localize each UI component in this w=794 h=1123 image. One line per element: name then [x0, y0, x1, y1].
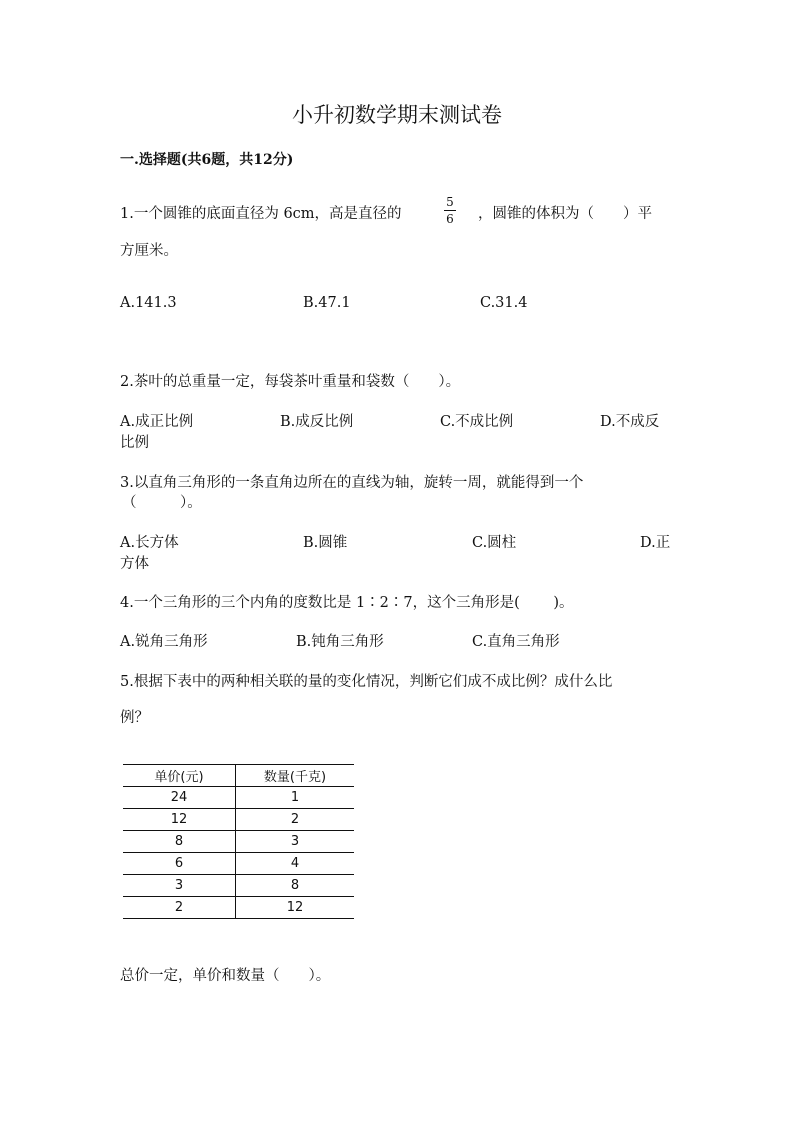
- table-cell: 3: [123, 875, 236, 897]
- question-1-line2: 方厘米。: [120, 243, 178, 259]
- table-cell: 6: [123, 853, 236, 875]
- q4-option-c: C.直角三角形: [472, 634, 560, 650]
- price-quantity-table: [123, 764, 354, 919]
- table-row: [123, 809, 354, 831]
- question-4-text: 4.一个三角形的三个内角的度数比是 1∶2∶7，这个三角形是( )。: [120, 595, 574, 611]
- question-3-text: 3.以直角三角形的一条直角边所在的直线为轴，旋转一周，就能得到一个: [120, 475, 584, 491]
- q3-option-a: A.长方体: [120, 535, 179, 551]
- q2-option-d-wrap: 比例: [120, 435, 149, 451]
- table-cell: 2: [236, 809, 355, 831]
- q1-option-b: B.47.1: [303, 295, 351, 311]
- table-row: [123, 897, 354, 919]
- table-cell: 4: [236, 853, 355, 875]
- question-2-text: 2.茶叶的总重量一定，每袋茶叶重量和袋数（ ）。: [120, 374, 461, 390]
- question-5-text: 5.根据下表中的两种相关联的量的变化情况，判断它们成不成比例？成什么比: [120, 674, 613, 690]
- q3-option-c: C.圆柱: [472, 535, 517, 551]
- table-row: [123, 853, 354, 875]
- table-cell: 1: [236, 787, 355, 809]
- table-row: [123, 831, 354, 853]
- table-header-row: [123, 765, 354, 787]
- table-cell: 12: [236, 897, 355, 919]
- table-cell: 8: [123, 831, 236, 853]
- q4-option-b: B.钝角三角形: [296, 634, 384, 650]
- table-cell: 24: [123, 787, 236, 809]
- q4-option-a: A.锐角三角形: [120, 634, 208, 650]
- table-cell: 3: [236, 831, 355, 853]
- q3-option-d-wrap: 方体: [120, 556, 149, 572]
- question-3-line2: （ ）。: [122, 495, 202, 511]
- table-cell: 12: [123, 809, 236, 831]
- table-header-unit-price: 单价(元): [123, 765, 236, 787]
- table-header-quantity: 数量(千克): [236, 765, 355, 787]
- fraction-five-sixths: [442, 195, 458, 226]
- question-5-answer-prompt: 总价一定，单价和数量（ ）。: [120, 968, 331, 984]
- table-cell: 2: [123, 897, 236, 919]
- q2-option-d: D.不成反: [600, 414, 660, 430]
- page-title: 小升初数学期末测试卷: [292, 103, 502, 127]
- q2-option-b: B.成反比例: [280, 414, 354, 430]
- fraction-denominator: 6: [446, 212, 454, 226]
- q1-option-a: A.141.3: [120, 295, 177, 311]
- fraction-numerator: 5: [446, 195, 454, 209]
- q2-option-a: A.成正比例: [120, 414, 194, 430]
- fraction-bar: [444, 210, 456, 211]
- question-5-line2: 例？: [120, 710, 149, 726]
- question-1-text: 1.一个圆锥的底面直径为 6cm，高是直径的: [120, 206, 402, 222]
- q3-option-d: D.正: [640, 535, 671, 551]
- section-heading: 一.选择题(共6题，共12分): [120, 152, 294, 168]
- q3-option-b: B.圆锥: [303, 535, 348, 551]
- table-row: [123, 875, 354, 897]
- q1-option-c: C.31.4: [480, 295, 528, 311]
- q2-option-c: C.不成比例: [440, 414, 514, 430]
- question-1-text-cont: ，圆锥的体积为（ ）平: [478, 206, 652, 222]
- table-cell: 8: [236, 875, 355, 897]
- table-row: [123, 787, 354, 809]
